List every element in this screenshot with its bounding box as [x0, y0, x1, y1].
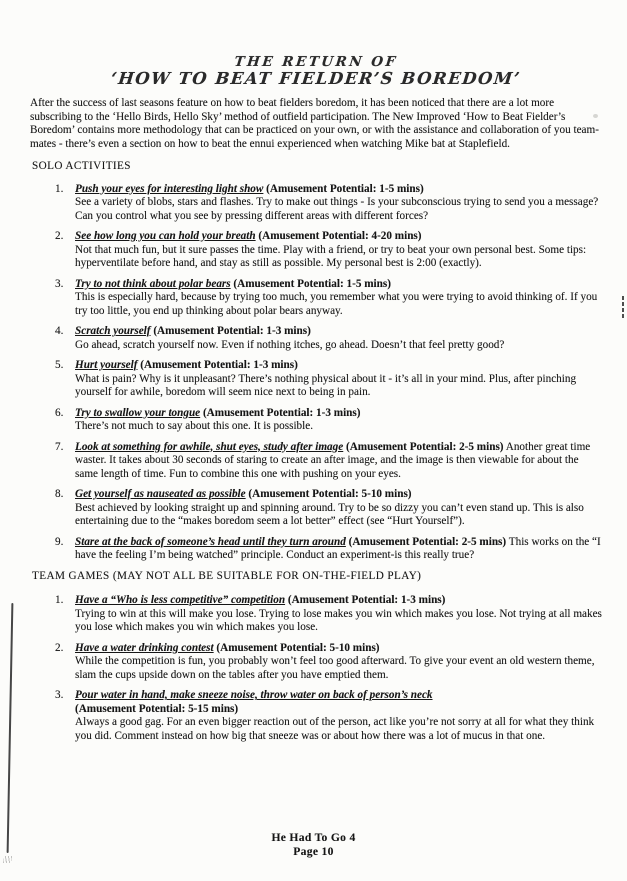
amusement-potential: (Amusement Potential: 2-5 mins) — [348, 535, 507, 548]
item-number: 7. — [55, 440, 64, 453]
item-number: 9. — [55, 535, 64, 548]
list-item — [30, 325, 602, 352]
scan-speck-artifact — [622, 296, 624, 320]
item-title: Pour water in hand, make sneeze noise, throw water on back of person’s neck — [75, 689, 433, 701]
list-item — [30, 278, 602, 319]
item-text — [75, 325, 602, 352]
page-title-block — [30, 54, 602, 88]
item-number: 1. — [55, 594, 64, 606]
item-title: Try to swallow your tongue — [75, 406, 201, 419]
amusement-potential: (Amusement Potential: 5-10 mins) — [248, 488, 412, 500]
item-text — [75, 594, 602, 635]
list-item — [30, 441, 602, 482]
list-item — [30, 359, 602, 400]
sections-container — [30, 160, 602, 743]
item-title: Scratch yourself — [75, 325, 151, 337]
item-number: 1. — [55, 182, 64, 195]
item-text — [75, 441, 602, 482]
item-text — [75, 278, 602, 319]
footer-title: He Had To Go 4 — [271, 831, 356, 844]
item-number: 3. — [55, 277, 64, 290]
list-item — [30, 594, 602, 635]
item-description: Go ahead, scratch yourself now. Even if nothing itches, go ahead. Doesn’t that feel pretty good? — [75, 338, 505, 351]
page-content — [30, 56, 602, 750]
section-heading: TEAM GAMES (MAY NOT ALL BE SUITABLE FOR ON-THE-FIELD PLAY) — [32, 569, 422, 582]
amusement-potential: (Amusement Potential: 1-3 mins) — [140, 359, 298, 371]
item-description: Another great time waster. It takes about 30 seconds of staring to create an after image, and the image is then viewable for about the same length of time. Fun to combine this one with pushing on your eyes. — [75, 440, 591, 480]
item-number: 4. — [55, 325, 64, 337]
list-item — [30, 488, 602, 529]
item-text — [75, 230, 602, 271]
scan-speck-artifact — [593, 114, 598, 118]
item-description: Not that much fun, but it sure passes the time. Play with a friend, or try to beat your own personal best. Some tips: hyperventilate before hand, and stay as still as possible. My personal best is 2:00 (exactly). — [75, 243, 587, 269]
list-item — [30, 407, 602, 434]
item-description: There’s not much to say about this one. It is possible. — [75, 420, 314, 432]
amusement-potential: (Amusement Potential: 4-20 mins) — [258, 230, 422, 242]
item-text — [75, 689, 602, 743]
item-description: See a variety of blobs, stars and flashes. Try to make out things - Is your subconscious trying to send you a message? Can you control what you see by pressing different areas with different forces? — [75, 196, 599, 222]
amusement-potential: (Amusement Potential: 1-3 mins) — [153, 325, 311, 337]
amusement-potential: (Amusement Potential: 2-5 mins) — [346, 440, 504, 453]
doc-title-line2: ‘HOW TO BEAT FIELDER’S BOREDOM’ — [110, 68, 522, 88]
item-number: 6. — [55, 406, 64, 419]
section-heading: SOLO ACTIVITIES — [32, 160, 131, 172]
item-description: This works on the “I have the feeling I’m being watched” principle. Conduct an experiment-is this really true? — [75, 535, 601, 561]
item-text — [75, 642, 602, 683]
item-text — [75, 183, 602, 224]
scan-speck-artifact — [3, 856, 12, 863]
amusement-potential: (Amusement Potential: 1-5 mins) — [233, 277, 391, 290]
amusement-potential: (Amusement Potential: 1-5 mins) — [266, 182, 424, 195]
item-number: 8. — [55, 488, 64, 500]
item-text — [75, 359, 602, 400]
item-title: Hurt yourself — [75, 359, 138, 371]
item-description: Trying to win at this will make you lose. Trying to lose makes you win which makes you lose. Not trying at all makes you lose which makes you win which makes you lose. — [75, 607, 602, 633]
item-title: Have a “Who is less competitive” competition — [75, 594, 286, 606]
item-title: Push your eyes for interesting light show — [75, 182, 264, 195]
amusement-potential: (Amusement Potential: 5-10 mins) — [216, 641, 380, 654]
item-title: See how long you can hold your breath — [75, 230, 256, 242]
item-number: 2. — [55, 230, 64, 242]
item-text — [75, 407, 602, 434]
item-title: Look at something for awhile, shut eyes, study after image — [75, 440, 344, 453]
doc-title-line1: THE RETURN OF — [233, 54, 399, 70]
item-description: What is pain? Why is it unpleasant? There’s nothing physical about it - it’s all in your mind. Plus, after pinching yourself for awhile, boredom will seem nice next to being in pain. — [75, 372, 577, 398]
item-text — [75, 536, 602, 563]
item-description: Always a good gag. For an even bigger reaction out of the person, act like you’re not sorry at all for what they think you did. Comment instead on how big that sneeze was or about how there was a lot of mucus in that one. — [75, 716, 595, 742]
amusement-potential: (Amusement Potential: 1-3 mins) — [287, 594, 446, 606]
list-item — [30, 642, 602, 683]
item-description: While the competition is fun, you probably won’t feel too good afterward. To give your event an old western theme, slam the cups upside down on the tables after you have emptied them. — [75, 655, 595, 681]
item-text — [75, 488, 602, 529]
amusement-potential: (Amusement Potential: 5-15 mins) — [75, 702, 239, 715]
list-item — [30, 689, 602, 743]
list-item — [30, 183, 602, 224]
item-number: 2. — [55, 641, 64, 654]
item-description: This is especially hard, because by trying too much, you remember what you were trying to avoid thinking of. If you try too little, you end up thinking about polar bears anyway. — [75, 291, 598, 317]
intro-paragraph: After the success of last seasons feature on how to beat fielders boredom, it has been noticed that there are a lot more subscribing to the ‘Hello Birds, Hello Sky’ method of outfield participation. The New Improved ‘How to Beat Fielder’s Boredom’ contains more methodology that can be practiced on your own, or with the assistance and collaboration of you team-mates - there’s even a section on how to beat the ennui experienced when watching Mike bat at Staplefield. — [30, 97, 599, 150]
item-number: 3. — [55, 689, 64, 701]
item-number: 5. — [55, 359, 64, 371]
page-footer — [0, 831, 627, 859]
list-item — [30, 230, 602, 271]
item-title: Stare at the back of someone’s head until they turn around — [75, 535, 346, 548]
item-title: Have a water drinking contest — [75, 641, 214, 654]
item-description: Best achieved by looking straight up and spinning around. Try to be so dizzy you can’t even stand up. This is also entertaining due to the “makes boredom seem a lot better” effect (see “Hurt Yourself”). — [75, 501, 584, 527]
item-title: Try to not think about polar bears — [75, 277, 231, 290]
item-title: Get yourself as nauseated as possible — [75, 488, 246, 500]
amusement-potential: (Amusement Potential: 1-3 mins) — [202, 406, 361, 419]
list-item — [30, 536, 602, 563]
footer-page-number: Page 10 — [293, 845, 334, 858]
scan-line-artifact — [7, 603, 14, 853]
